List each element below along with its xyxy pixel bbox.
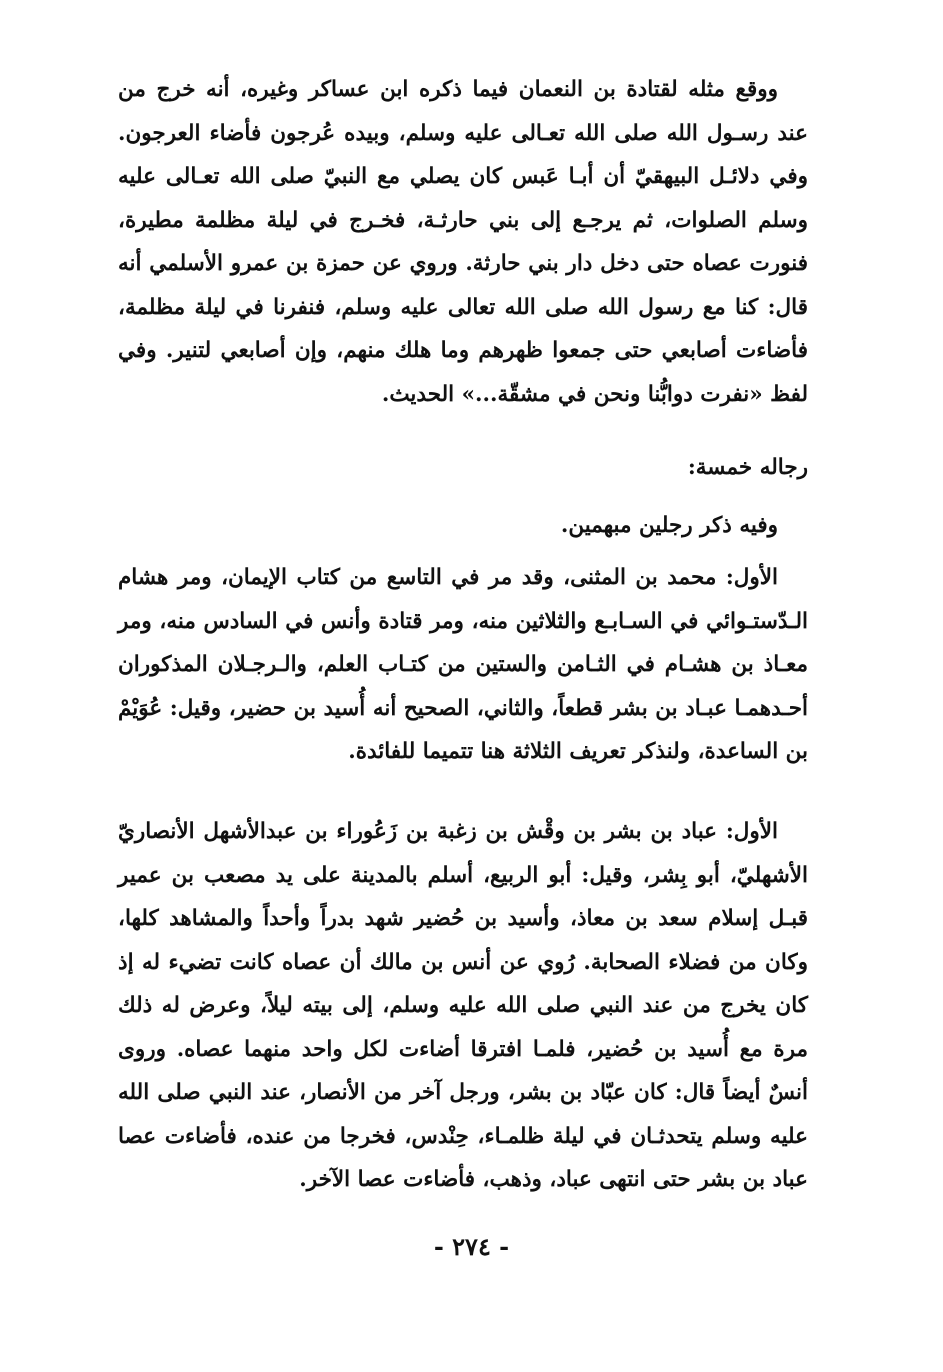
paragraph-3 (118, 556, 808, 774)
paragraph-2 (118, 504, 808, 548)
section-heading-text: رجاله خمسة: (687, 455, 808, 480)
paragraph-4-lead: الأول: (725, 819, 778, 844)
paragraph-3-lead: الأول: (725, 565, 778, 590)
paragraph-4 (118, 810, 808, 1202)
paragraph-1-text: ووقع مثله لقتادة بن النعمان فيما ذكره ابن عساكر وغيره، أنه خرج من عند رسـول الله صلى الله تعـالى عليه وسلم، وبيده عُرجون فأضاء العرجون. وفي دلائـل البيهقيّ أن أبـا عَبس كان يصلي مع النبيّ صلى الله تعـالى عليه وسلم الصلوات، ثم يرجـع إلى بني حارثـة، فخـرج في ليلة مظلمة مطيرة، فنورت عصاه حتى دخل دار بني حارثة. وروي عن حمزة بن عمرو الأسلمي أنه قال: كنا مع رسول الله صلى الله تعالى عليه وسلم، فنفرنا في ليلة مظلمة، فأضاءت أصابعي حتى جمعوا ظهرهم وما هلك منهم، وإن أصابعي لتنير. وفي لفظ «نفرت دوابُّنا ونحن في مشقّة...» الحديث. (118, 77, 808, 407)
paragraph-3-body (118, 556, 808, 774)
paragraph-4-text: عباد بن بشر بن وقْش بن زغبة بن زَعُوراء بن عبدالأشهل الأنصاريّ الأشهليّ، أبو بِشر، وقيل: أبو الربيع، أسلم بالمدينة على يد مصعب بن عمير قبـل إسلام سعد بن معاذ، وأسيد بن حُضير شهد بدراً وأحداً والمشاهد كلها، وكان من فضلاء الصحابة. رُوي عن أنس بن مالك أن عصاه كانت تضيء له إذ كان يخرج من عند النبي صلى الله عليه وسلم، إلى بيته ليلاً، وعرض له ذلك مرة مع أُسيد بن حُضير، فلمـا افترقا أضاءت لكل واحد منهما عصاه. وروى أنسٌ أيضاً قال: كان عبّاد بن بشر، ورجل آخر من الأنصار، عند النبي صلى الله عليه وسلم يتحدثـان في ليلة ظلمـاء، حِنْدس، فخرجا من عنده، فأضاءت عصا عباد بن بشر حتى انتهى عباد، وذهب، فأضاءت عصا الآخر. (118, 819, 808, 1192)
paragraph-1 (118, 68, 808, 416)
section-heading (118, 446, 808, 490)
paragraph-3-text: محمد بن المثنى، وقد مر في التاسع من كتاب الإيمان، ومر هشام الـدّستـوائي في السـابـع والثلاثين منه، ومر قتادة وأنس في السادس منه، ومر معـاذ بن هشـام في الثـامن والستين من كتـاب العلم، والـرجـلان المذكوران أحـدهمـا عبـاد بن بشر قطعاً، والثاني، الصحيح أنه أُسيد بن حضير، وقيل: عُوَيْمْ بن الساعدة، ولنذكر تعريف الثلاثة هنا تتميما للفائدة. (118, 565, 808, 764)
page-number: - ٢٧٤ - (433, 1232, 510, 1261)
paragraph-4-body (118, 810, 808, 1202)
paragraph-2-text: وفيه ذكر رجلين مبهمين. (560, 513, 778, 538)
